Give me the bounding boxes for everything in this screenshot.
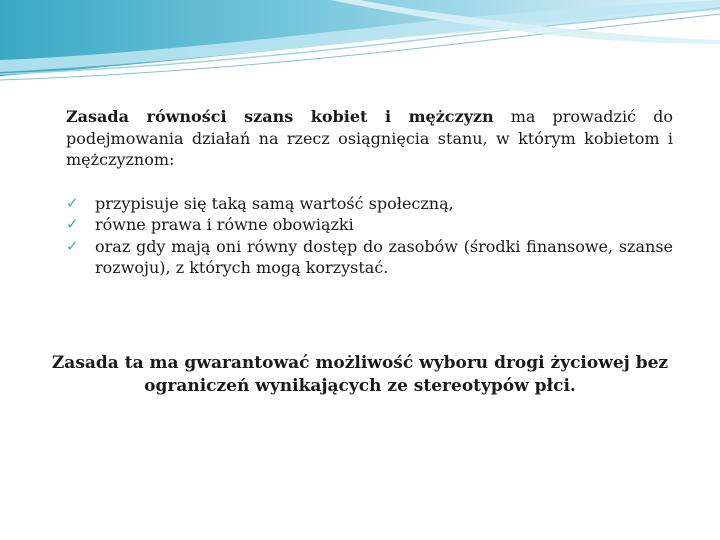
- list-item-text: równe prawa i równe obowiązki: [95, 215, 354, 234]
- list-item: [66, 214, 673, 236]
- list-item-text: przypisuje się taką samą wartość społeczną,: [95, 193, 454, 213]
- checkmark-icon: ✓: [66, 193, 79, 212]
- checkmark-icon: ✓: [66, 236, 79, 255]
- checkmark-icon: ✓: [66, 215, 79, 233]
- list-item-text: oraz gdy mają oni równy dostęp do zasobów (środki finansowe, szanse rozwoju), z których mogą korzystać.: [95, 236, 673, 277]
- intro-bold-phrase: Zasada równości szans kobiet i mężczyzn: [66, 107, 494, 126]
- list-item: [66, 236, 673, 279]
- bullet-list: [66, 193, 673, 279]
- main-content: [66, 106, 673, 279]
- header-wave-decoration: [0, 0, 720, 90]
- intro-rest-text: ma prowadzić do podejmowania działań na rzecz osiągnięcia stanu, w którym kobietom i mężczyznom:: [66, 107, 673, 169]
- intro-paragraph: [66, 106, 673, 171]
- list-item: [66, 193, 673, 215]
- closing-statement: Zasada ta ma gwarantować możliwość wyboru drogi życiowej bez ograniczeń wynikających ze stereotypów płci.: [51, 353, 669, 396]
